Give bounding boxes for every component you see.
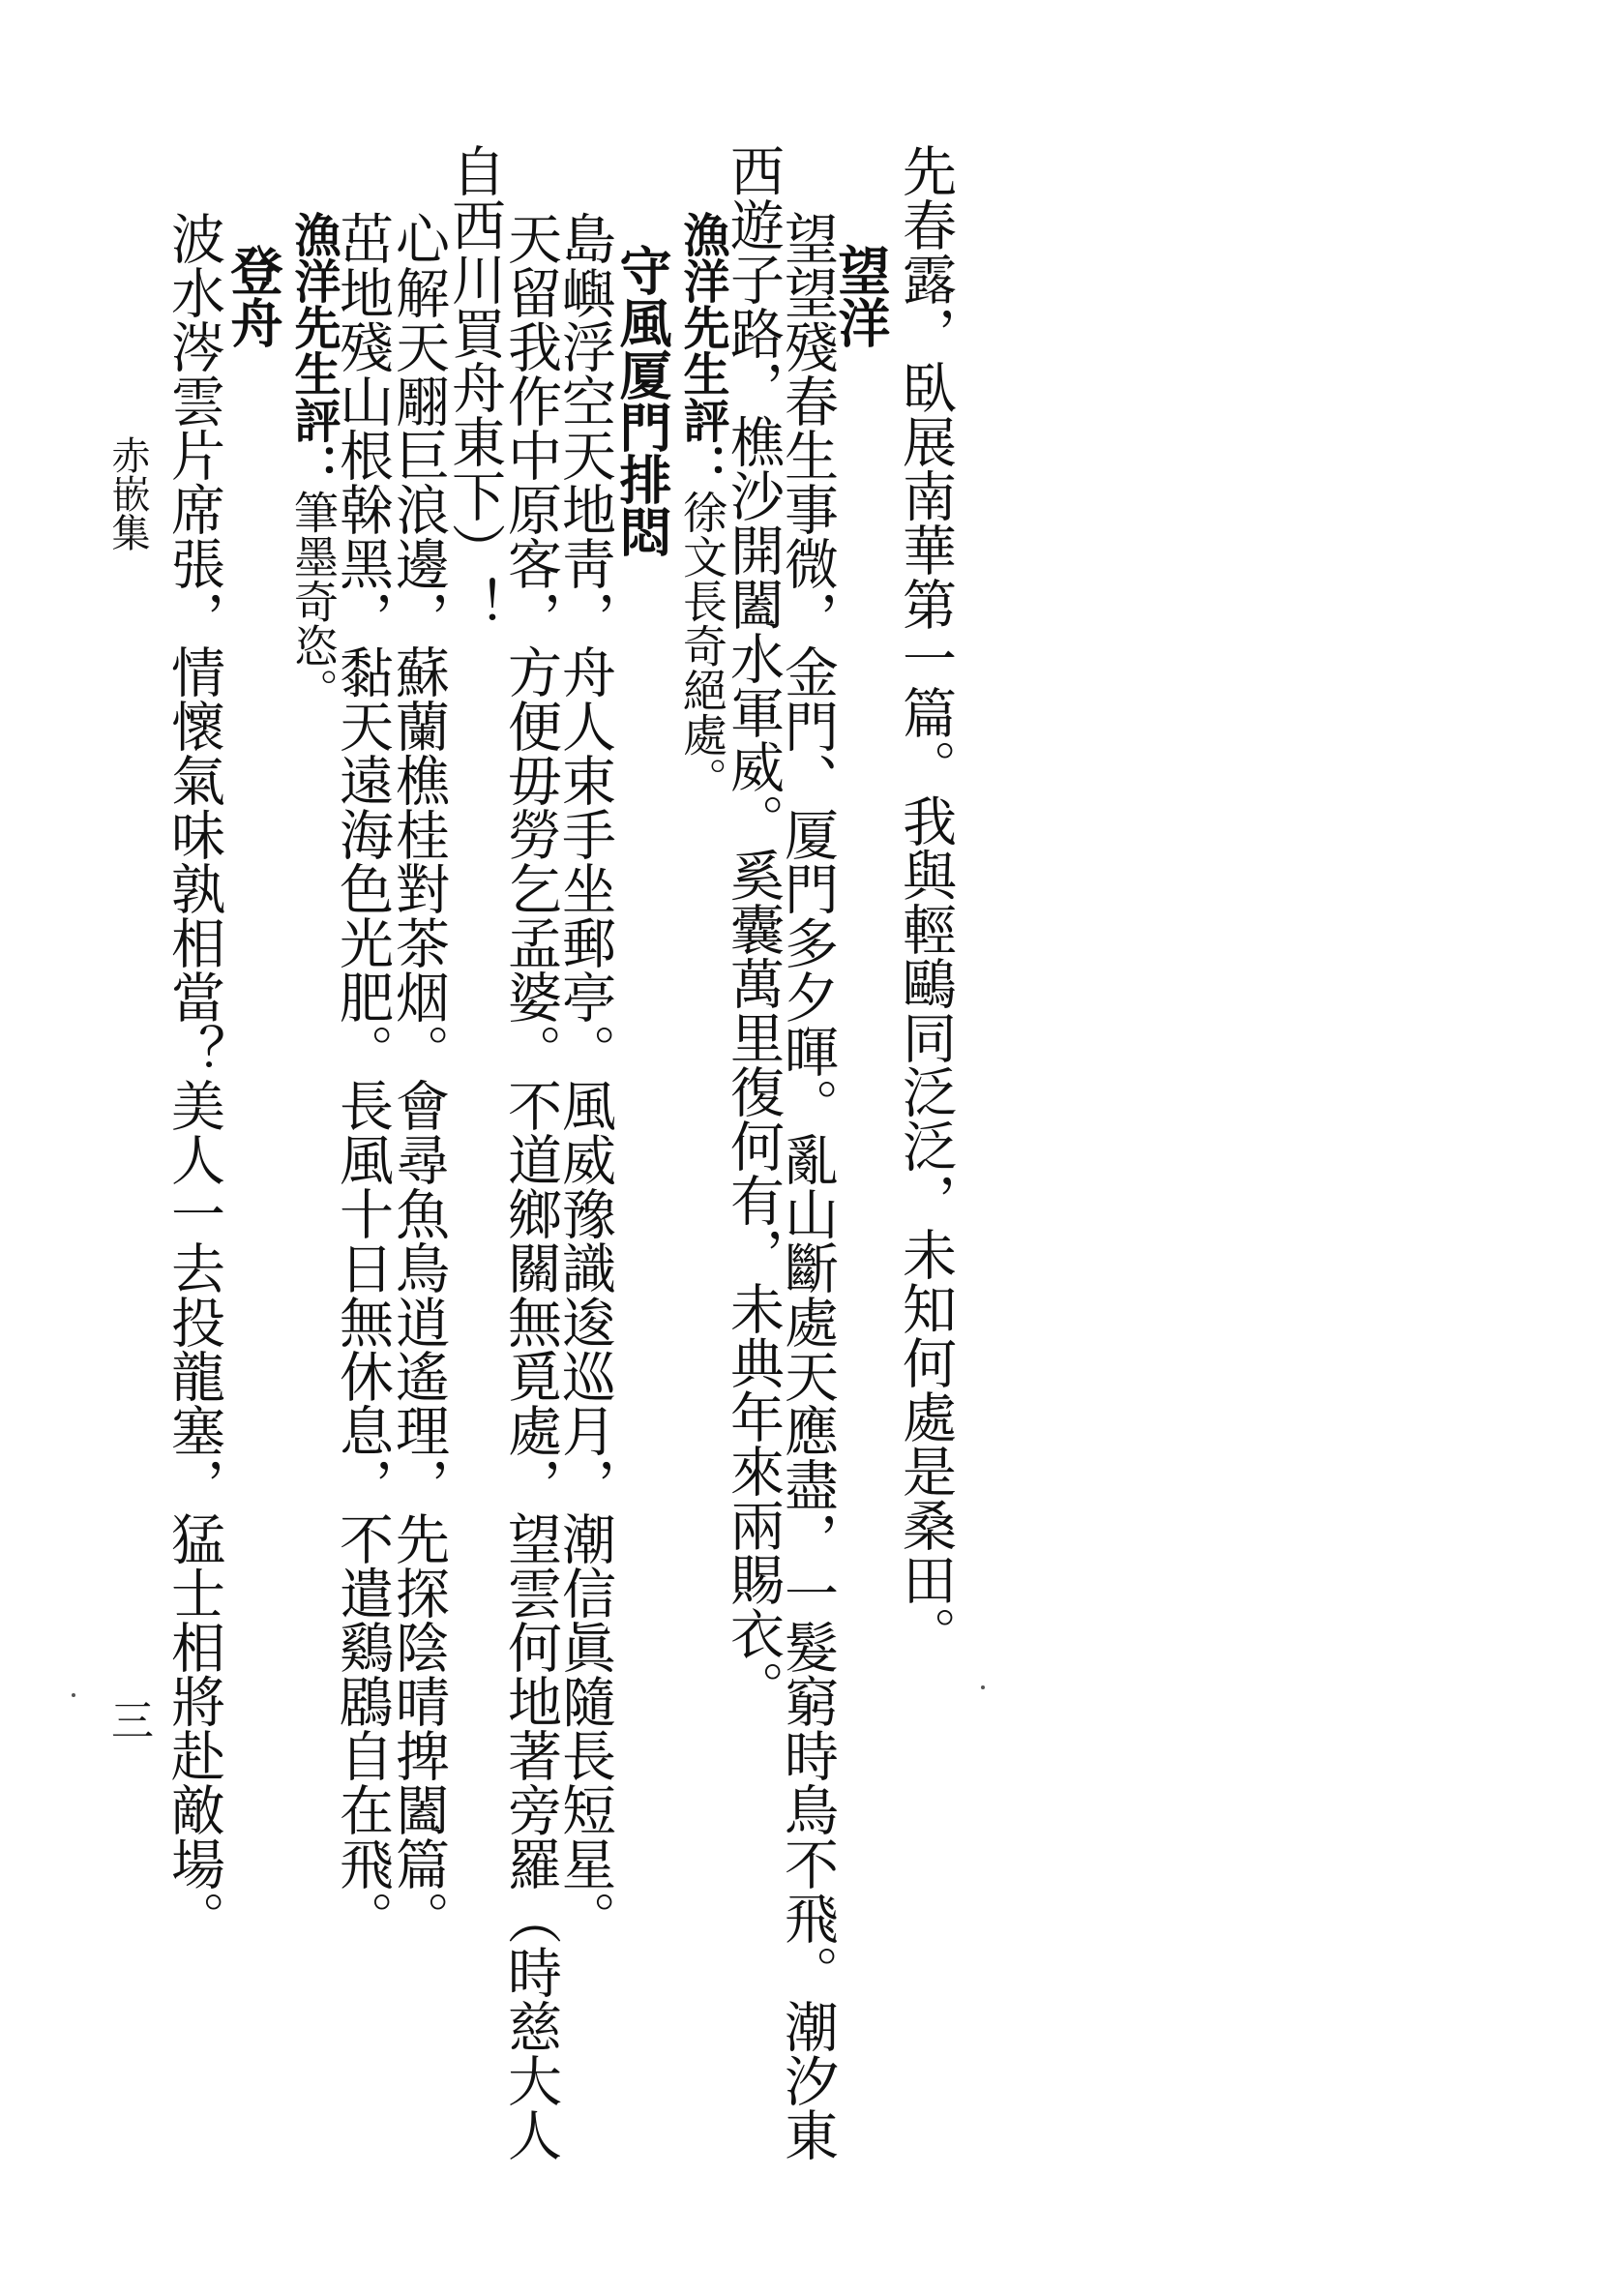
scan-speck [981, 1685, 985, 1689]
poem-line-shoufeng-5: 茁地殘山根榦黑，黏天遠海色光肥。長風十日無休息，不遣鷄鶋自在飛。 [331, 211, 394, 1945]
poem-line-shoufeng-4: 心解天翢巨浪邊，蘇蘭樵桂對茶烟。會尋魚鳥逍遙理，先探陰晴捭闔篇。 [387, 211, 450, 1945]
page-number: 三 [104, 1698, 153, 1741]
poem-title-dengzhou: 登舟 [222, 244, 283, 348]
commentary-label: 漁洋先生評： [675, 211, 729, 490]
commentary-label: 漁洋先生評： [286, 211, 341, 490]
poem-line-shoufeng-2: 天留我作中原客，方便毋勞乞孟婆。不道鄉關無覓處，望雲何地著旁羅（時慈大人 [499, 211, 562, 2162]
poem-line-dengzhou-1: 波水涔雲片席張，情懷氣味孰相當？美人一去投龍塞，猛士相將赴敵場。 [163, 211, 225, 1945]
commentary-shoufeng [286, 211, 341, 712]
poem-line-wangyang-1: 望望殘春生事微，金門、厦門多夕暉。亂山斷處天應盡，一髮窮時鳥不飛。潮汐東 [776, 211, 839, 2162]
poem-title-shoufeng: 守風厦門排悶 [611, 244, 672, 557]
scan-speck [72, 1693, 75, 1697]
poem-line-continuation: 先春露，臥展南華第一篇。我與輕鷗同泛泛，未知何處是桑田。 [894, 143, 957, 1660]
poem-line-wangyang-2: 西遊子路，樵沙開闔水軍威。奚囊萬里復何有，未典年來兩賜衣。 [722, 143, 785, 1715]
commentary-wangyang [675, 211, 729, 801]
commentary-text: 筆墨奇恣。 [287, 490, 340, 712]
commentary-text: 徐文長奇絕處。 [676, 490, 728, 801]
running-footer-book-title: 赤嵌集 [105, 435, 150, 552]
poem-line-shoufeng-3: 自西川買舟東下）！ [443, 143, 506, 631]
poem-line-shoufeng-1: 島嶼浮空天地靑，舟人束手坐郵亭。風威豫識逡巡月，潮信眞隨長短星。 [553, 211, 616, 1945]
poem-title-wangyang: 望洋 [830, 244, 891, 348]
